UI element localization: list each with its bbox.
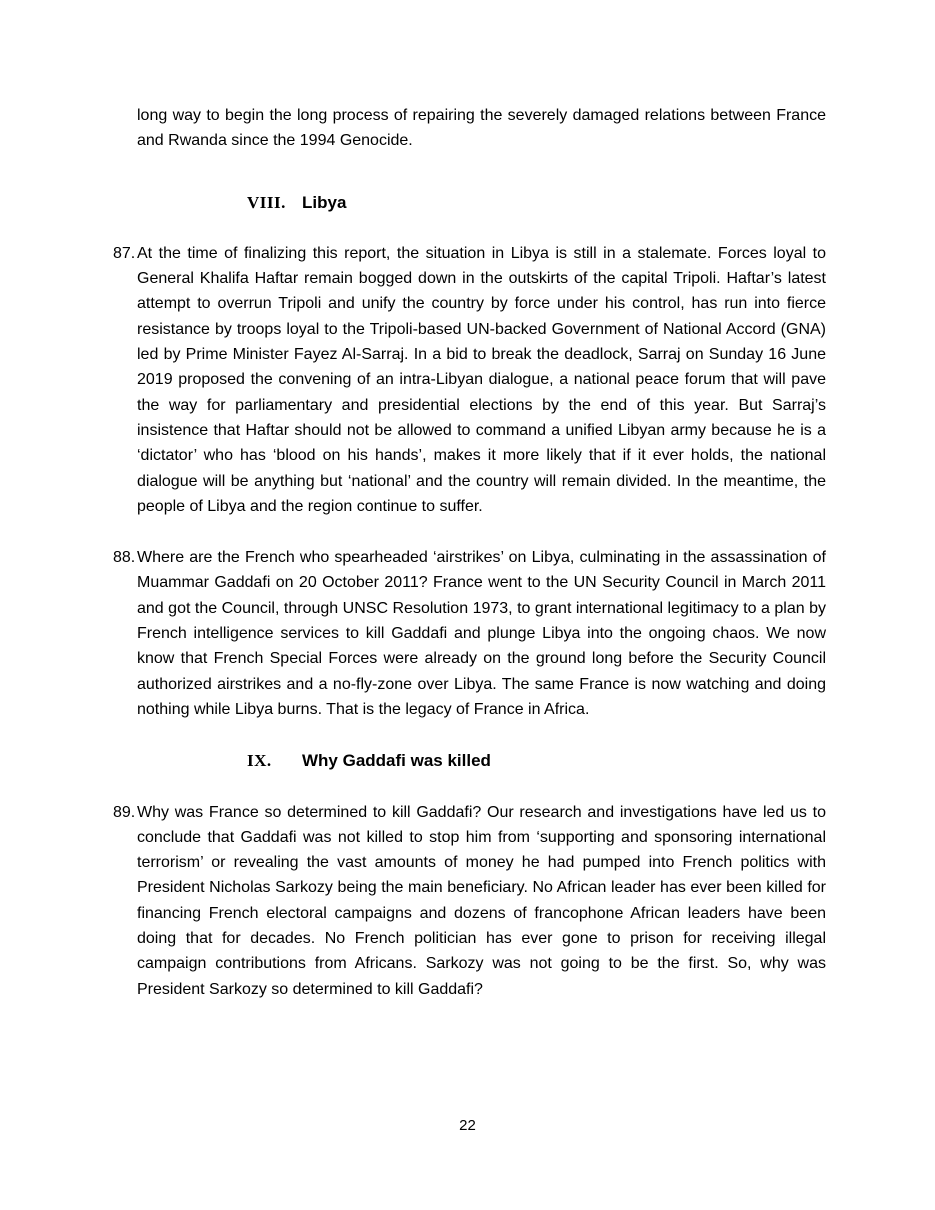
paragraph-87-text: At the time of finalizing this report, the situation in Libya is still in a stalemate. Forces loyal to General Khalifa Haftar remain bogged down in the outskirts of the capital Tripoli. Haftar’s latest attempt to overrun Tripoli and unify the country by force under his control, has run into fierce resistance by troops loyal to the Tripoli-based UN-backed Government of National Accord (GNA) led by Prime Minister Fayez Al-Sarraj. In a bid to break the deadlock, Sarraj on Sunday 16 June 2019 proposed the convening of an intra-Libyan dialogue, a national peace forum that will pave the way for parliamentary and presidential elections by the end of this year. But Sarraj’s insistence that Haftar should not be allowed to command a unified Libyan army because he is a ‘dictator’ who has ‘blood on his hands’, makes it more likely that if it ever holds, the national dialogue will be anything but ‘national’ and the country will remain divided. In the meantime, the people of Libya and the region continue to suffer.: [137, 244, 826, 515]
section-heading-viii: [247, 190, 826, 215]
section-ix-title: Why Gaddafi was killed: [302, 751, 491, 771]
page-number: 22: [459, 1117, 476, 1134]
section-viii-title: Libya: [302, 192, 347, 212]
document-content: [113, 103, 826, 1028]
paragraph-89-text: Why was France so determined to kill Gaddafi? Our research and investigations have led us to conclude that Gaddafi was not killed to stop him from ‘supporting and sponsoring international terrorism’ or revealing the vast amounts of money he had pumped into French politics with President Nicholas Sarkozy being the main beneficiary. No African leader has ever been killed for financing French electoral campaigns and dozens of francophone African leaders have been doing that for decades. No French politician has ever gone to prison for receiving illegal campaign contributions from Africans. Sarkozy was not going to be the first. So, why was President Sarkozy so determined to kill Gaddafi?: [137, 803, 826, 998]
section-viii-numeral: VIII.: [247, 192, 286, 212]
paragraph-89: [113, 800, 826, 1002]
paragraph-89-number: 89.: [113, 803, 136, 821]
paragraph-87: [113, 241, 826, 519]
paragraph-87-number: 87.: [113, 244, 136, 262]
paragraph-intro-continuation: long way to begin the long process of repairing the severely damaged relations between France and Rwanda since the 1994 Genocide.: [137, 107, 826, 150]
paragraph-88-number: 88.: [113, 549, 136, 567]
paragraph-88: [113, 545, 826, 722]
section-ix-numeral: IX.: [247, 751, 272, 771]
section-heading-ix: [247, 748, 826, 773]
paragraph-88-text: Where are the French who spearheaded ‘airstrikes’ on Libya, culminating in the assassination of Muammar Gaddafi on 20 October 2011? France went to the UN Security Council in March 2011 and got the Council, through UNSC Resolution 1973, to grant international legitimacy to a plan by French intelligence services to kill Gaddafi and plunge Libya into the ongoing chaos. We now know that French Special Forces were already on the ground long before the Security Council authorized airstrikes and a no-fly-zone over Libya. The same France is now watching and doing nothing while Libya burns. That is the legacy of France in Africa.: [137, 549, 826, 718]
page-footer: [0, 1113, 935, 1138]
